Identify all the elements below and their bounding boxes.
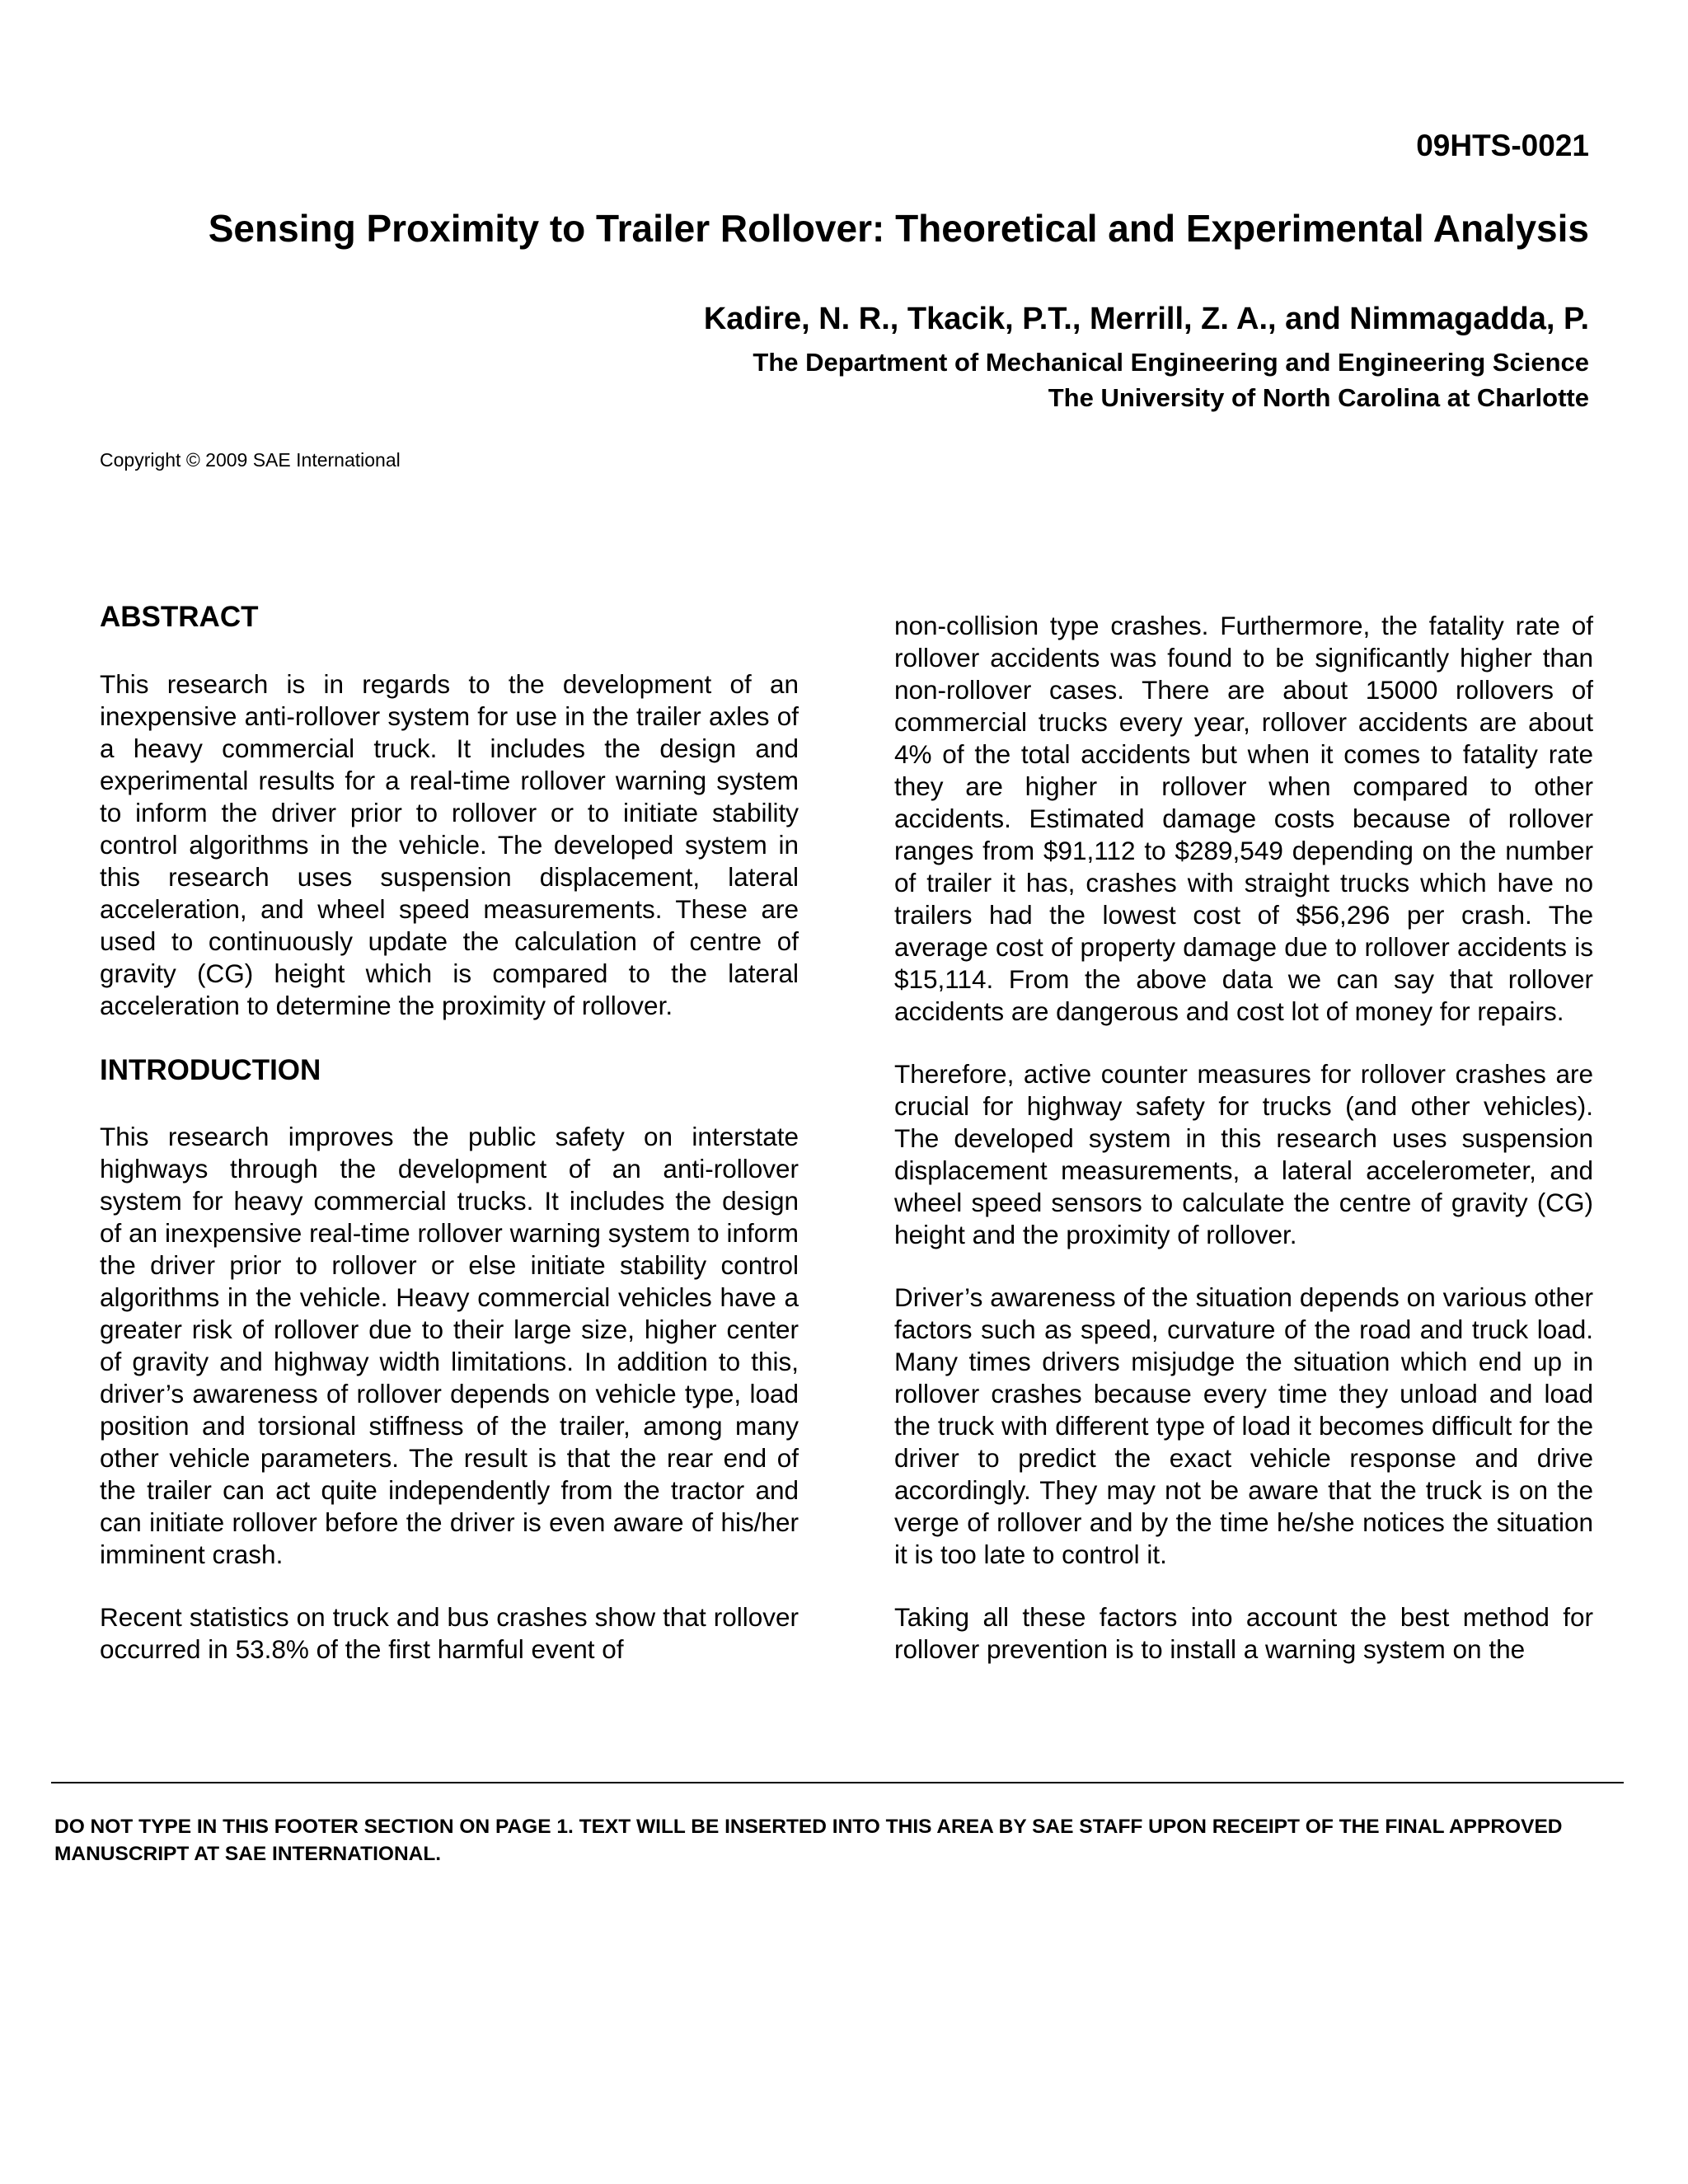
author-list: Kadire, N. R., Tkacik, P.T., Merrill, Z. A., and Nimmagadda, P. (703, 302, 1589, 336)
intro-paragraph: Taking all these factors into account the best method for rollover prevention is to install a warning system on the (894, 1602, 1593, 1664)
intro-paragraph: Therefore, active counter measures for rollover crashes are crucial for highway safety for trucks (and other vehicles). The developed system in this research uses suspension displacement measurements, a lateral accelerometer, and wheel speed sensors to calculate the centre of gravity (CG) height and the proximity of rollover. (894, 1059, 1593, 1249)
left-column (100, 602, 799, 1696)
paper-id: 09HTS-0021 (1416, 129, 1589, 162)
affiliation-university: The University of North Carolina at Charlotte (1048, 383, 1589, 412)
affiliation-department: The Department of Mechanical Engineering and Engineering Science (753, 348, 1589, 377)
copyright-notice: Copyright © 2009 SAE International (100, 449, 401, 471)
footer-note: DO NOT TYPE IN THIS FOOTER SECTION ON PAGE 1. TEXT WILL BE INSERTED INTO THIS AREA BY SAE STAFF UPON RECEIPT OF THE FINAL APPROVED MANUSCRIPT AT SAE INTERNATIONAL. (54, 1816, 1563, 1865)
intro-paragraph: This research improves the public safety on interstate highways through the development of an anti-rollover system for heavy commercial trucks. It includes the design of an inexpensive real-time rollover warning system to inform the driver prior to rollover or else initiate stability control algorithms in the vehicle. Heavy commercial vehicles have a greater risk of rollover due to their large size, higher center of gravity and highway width limitations. In addition to this, driver’s awareness of rollover depends on vehicle type, load position and torsional stiffness of the trailer, among many other vehicle parameters. The result is that the rear end of the trailer can act quite independently from the tractor and can initiate rollover before the driver is even aware of his/her imminent crash. (100, 1122, 799, 1569)
intro-paragraph: Driver’s awareness of the situation depends on various other factors such as speed, curvature of the road and truck load. Many times drivers misjudge the situation which end up in rollover crashes because every time they unload and load the truck with different type of load it becomes difficult for the driver to predict the exact vehicle response and drive accordingly. They may not be aware that the truck is on the verge of rollover and by the time he/she notices the situation it is too late to control it. (894, 1282, 1593, 1569)
introduction-heading: INTRODUCTION (100, 1053, 321, 1086)
paper-title: Sensing Proximity to Trailer Rollover: Theoretical and Experimental Analysis (208, 207, 1589, 250)
right-column (894, 610, 1593, 1696)
intro-paragraph: non-collision type crashes. Furthermore, the fatality rate of rollover accidents was found to be significantly higher than non-rollover cases. There are about 15000 rollovers of commercial trucks every year, rollover accidents are about 4% of the total accidents but when it comes to fatality rate they are higher in rollover when compared to other accidents. Estimated damage costs because of rollover ranges from $91,112 to $289,549 depending on the number of trailer it has, crashes with straight trucks which have no trailers had the lowest cost of $56,296 per crash. The average cost of property damage due to rollover accidents is $15,114. From the above data we can say that rollover accidents are dangerous and cost lot of money for repairs. (894, 611, 1593, 1026)
abstract-text: This research is in regards to the development of an inexpensive anti-rollover system for use in the trailer axles of a heavy commercial truck. It includes the design and experimental results for a real-time rollover warning system to inform the driver prior to rollover or to initiate stability control algorithms in the vehicle. The developed system in this research uses suspension displacement, lateral acceleration, and wheel speed measurements. These are used to continuously update the calculation of centre of gravity (CG) height which is compared to the lateral acceleration to determine the proximity of rollover. (100, 668, 799, 1020)
intro-paragraph: Recent statistics on truck and bus crashes show that rollover occurred in 53.8% of the first harmful event of (100, 1602, 799, 1664)
footer-divider (51, 1782, 1624, 1783)
abstract-heading: ABSTRACT (100, 601, 259, 633)
